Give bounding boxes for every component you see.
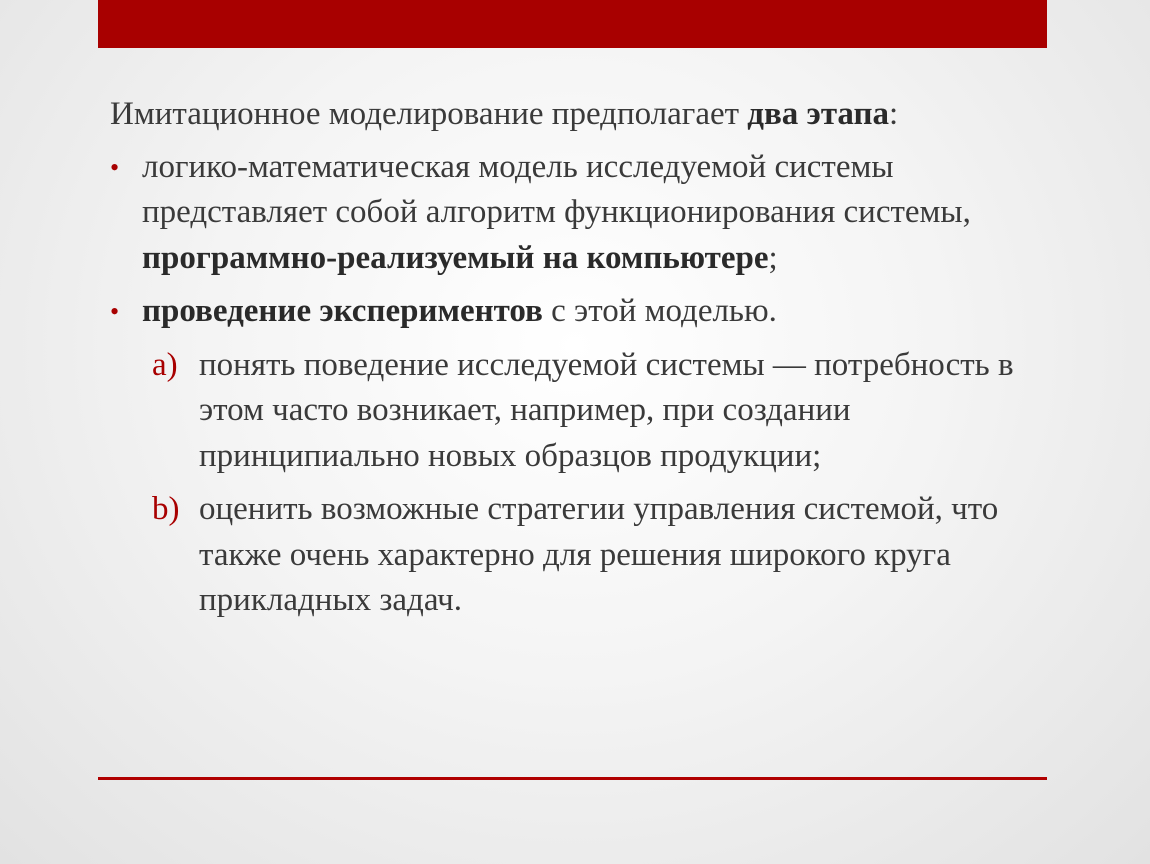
bullet-icon: • [110, 297, 120, 326]
bottom-divider [98, 777, 1047, 780]
slide-body [110, 92, 1030, 632]
bullet-item [110, 145, 1030, 282]
sub-item-a [110, 343, 1030, 480]
intro-text: Имитационное моделирование предполагает [110, 96, 748, 132]
bullet-icon: • [110, 152, 120, 182]
bullet-bold: проведение экспериментов [142, 293, 543, 329]
sub-marker: b) [152, 491, 180, 527]
sub-text: понять поведение исследуемой системы — потребность в этом часто возникает, например, при создании принципиально новых образцов продукции; [199, 346, 1014, 474]
bullet-bold: программно-реализуемый на компьютере [142, 239, 769, 276]
intro-paragraph [110, 92, 1030, 138]
bullet-end: ; [768, 239, 778, 276]
bullet-item [110, 289, 1030, 335]
intro-bold: два этапа [747, 96, 890, 132]
bullet-text: с этой моделью. [542, 293, 777, 329]
top-accent-bar [98, 0, 1047, 48]
sub-item-b [110, 487, 1030, 624]
sub-text: оценить возможные стратегии управления системой, что также очень характерно для решения широкого круга прикладных задач. [199, 491, 999, 618]
intro-colon: : [889, 96, 899, 132]
bullet-text: логико-математическая модель исследуемой системы представляет собой алгоритм функционирования системы, [142, 148, 971, 230]
sub-marker: a) [152, 346, 178, 383]
